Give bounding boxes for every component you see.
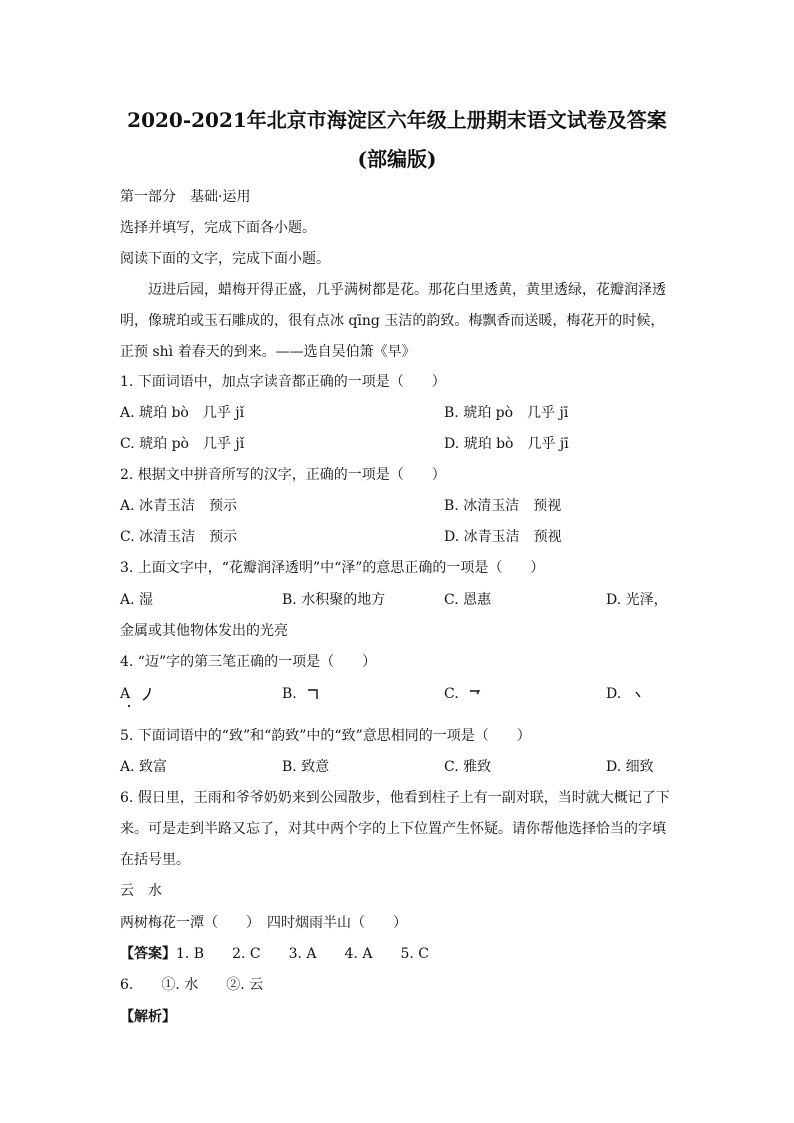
answer-list: 1. B 2. C 3. A 4. A 5. C: [176, 946, 429, 962]
q3-option-c: C. 恩惠: [444, 592, 492, 608]
pie-stroke-icon: [141, 687, 153, 701]
q1-option-b: B. 琥珀 pò 几乎 jī: [444, 405, 569, 421]
dot-mark: [128, 705, 130, 707]
q2-option-b: B. 冰清玉洁 预视: [444, 498, 562, 514]
section-heading: 第一部分 基础·运用: [120, 189, 251, 205]
q4-option-b: [282, 684, 319, 704]
answer-q6: 6. ①. 水 ②. 云: [120, 977, 264, 993]
q5-option-d: D. 细致: [606, 759, 654, 775]
q3-option-d: D. 光泽，: [606, 592, 668, 608]
dian-stroke-icon: [632, 687, 644, 701]
passage-text: 迈进后园，蜡梅开得正盛，几乎满树都是花。那花白里透黄，黄里透绿，花瓣润泽透明，像琥珀或玉石雕成的，很有点冰 qīng 玉洁的韵致。梅飘香而送暖，梅花开的时候，正预 shì 着春天的到来。——选自吴伯箫《早》: [120, 282, 666, 360]
question-1-stem: 1. 下面词语中，加点字读音都正确的一项是（ ）: [120, 374, 446, 390]
q4-option-d-label: D.: [606, 686, 622, 702]
q4-option-d: [606, 684, 644, 704]
question-2-stem: 2. 根据文中拼音所写的汉字，正确的一项是（ ）: [120, 467, 446, 483]
q2-option-c: C. 冰清玉洁 预示: [120, 529, 238, 545]
q3-option-d-continued: 金属或其他物体发出的光亮: [120, 623, 288, 639]
q3-option-b: B. 水积聚的地方: [282, 592, 386, 608]
q3-option-a: A. 湿: [120, 592, 154, 608]
q4-option-c: [444, 684, 481, 704]
question-4-stem: 4. “迈”字的第三笔正确的一项是（ ）: [120, 654, 377, 670]
q5-option-a: A. 致富: [120, 759, 168, 775]
q2-option-d: D. 冰青玉洁 预视: [444, 529, 562, 545]
q4-option-b-label: B.: [282, 686, 297, 702]
analysis-label: 【解析】: [120, 1009, 176, 1025]
page-title: 2020-2021年北京市海淀区六年级上册期末语文试卷及答案: [127, 108, 667, 132]
q6-couplet: 两树梅花一潭（ ） 四时烟雨半山（ ）: [120, 915, 407, 931]
instruction-1: 选择并填写，完成下面各小题。: [120, 220, 316, 236]
q4-option-a-label: A: [120, 686, 131, 702]
q1-option-a: A. 琥珀 bò 几乎 jǐ: [120, 405, 245, 421]
instruction-2: 阅读下面的文字，完成下面小题。: [120, 251, 330, 267]
q5-option-b: B. 致意: [282, 759, 330, 775]
hengzhe-stroke-icon: [307, 687, 319, 701]
q1-option-c: C. 琥珀 pò 几乎 jǐ: [120, 436, 245, 452]
q6-characters: 云 水: [120, 883, 162, 899]
question-6-stem: 6. 假日里，王雨和爷爷奶奶来到公园散步，他看到柱子上有一副对联，当时就大概记了下来。可是走到半路又忘了，对其中两个字的上下位置产生怀疑。请你帮他选择恰当的字填在括号里。: [120, 790, 670, 868]
q2-option-a: A. 冰青玉洁 预示: [120, 498, 238, 514]
q1-option-d: D. 琥珀 bò 几乎 jī: [444, 436, 569, 452]
henggou-stroke-icon: [469, 687, 481, 701]
page-subtitle: (部编版): [357, 147, 437, 171]
question-5-stem: 5. 下面词语中的“致”和“韵致”中的“致”意思相同的一项是（ ）: [120, 728, 531, 744]
q5-option-c: C. 雅致: [444, 759, 492, 775]
answer-label: 【答案】: [120, 946, 176, 962]
q4-option-c-label: C.: [444, 686, 459, 702]
q4-option-a: [120, 684, 153, 704]
question-3-stem: 3. 上面文字中，“花瓣润泽透明”中“泽”的意思正确的一项是（ ）: [120, 560, 545, 576]
reading-passage: [120, 275, 676, 368]
answer-line: [120, 944, 429, 964]
